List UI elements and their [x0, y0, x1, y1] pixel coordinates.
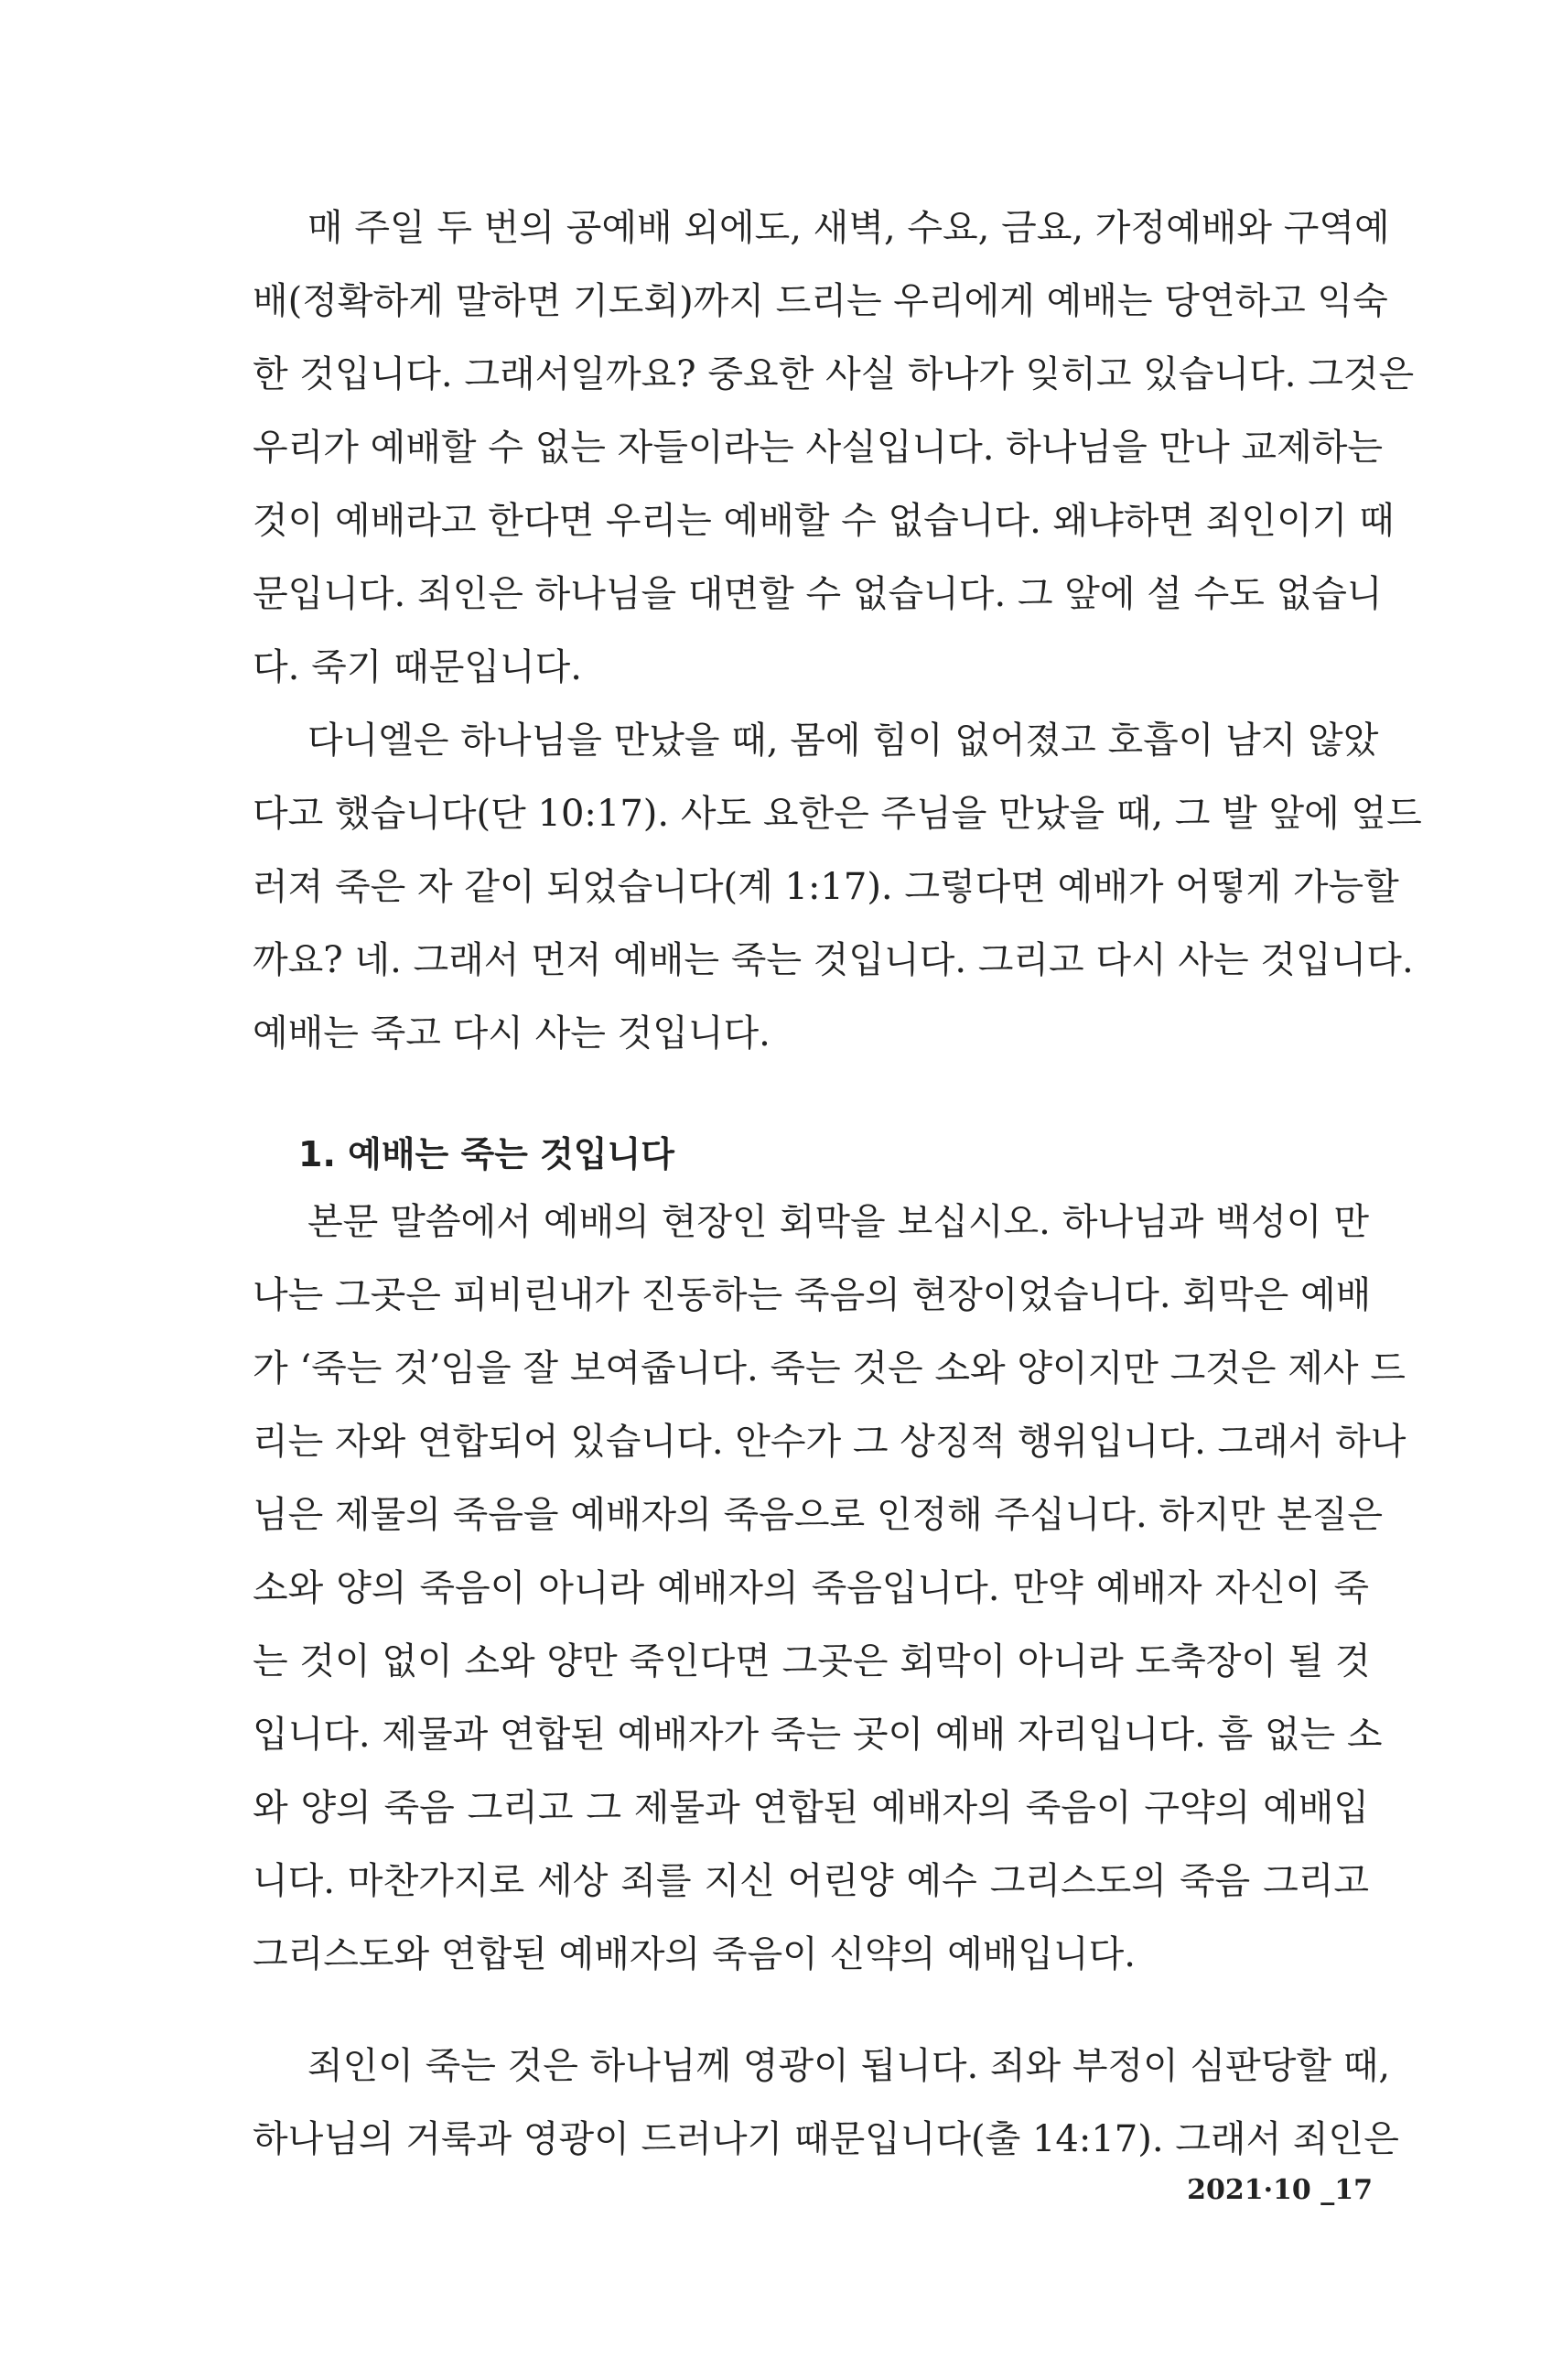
text-line: 한 것입니다. 그래서일까요? 중요한 사실 하나가 잊히고 있습니다. 그것은: [253, 353, 1415, 395]
text-line: 하나님의 거룩과 영광이 드러나기 때문입니다(출 14:17). 그래서 죄인은: [253, 2118, 1399, 2160]
text-line: 님은 제물의 죽음을 예배자의 죽음으로 인정해 주십니다. 하지만 본질은: [253, 1494, 1383, 1536]
text-line: 까요? 네. 그래서 먼저 예배는 죽는 것입니다. 그리고 다시 사는 것입니다.: [253, 939, 1414, 981]
text-line: 죄인이 죽는 것은 하나님께 영광이 됩니다. 죄와 부정이 심판당할 때,: [307, 2045, 1391, 2087]
text-line: 다니엘은 하나님을 만났을 때, 몸에 힘이 없어졌고 호흡이 남지 않았: [307, 719, 1379, 762]
text-line: 입니다. 제물과 연합된 예배자가 죽는 곳이 예배 자리입니다. 흠 없는 소: [253, 1714, 1383, 1756]
text-line: 니다. 마찬가지로 세상 죄를 지신 어린양 예수 그리스도의 죽음 그리고: [253, 1860, 1369, 1902]
text-line: 문입니다. 죄인은 하나님을 대면할 수 없습니다. 그 앞에 설 수도 없습니: [253, 573, 1383, 615]
text-line: 예배는 죽고 다시 사는 것입니다.: [253, 1012, 771, 1055]
text-line: 것이 예배라고 한다면 우리는 예배할 수 없습니다. 왜냐하면 죄인이기 때: [253, 500, 1395, 542]
text-line: 다고 했습니다(단 10:17). 사도 요한은 주님을 만났을 때, 그 발 앞에 엎드: [253, 793, 1422, 835]
section-heading: 1. 예배는 죽는 것입니다: [298, 1134, 674, 1174]
page-number: 2021·10 _17: [1187, 2174, 1373, 2206]
text-line: 우리가 예배할 수 없는 자들이라는 사실입니다. 하나님을 만나 교제하는: [253, 427, 1383, 469]
text-line: 와 양의 죽음 그리고 그 제물과 연합된 예배자의 죽음이 구약의 예배입: [253, 1787, 1369, 1829]
text-line: 나는 그곳은 피비린내가 진동하는 죽음의 현장이었습니다. 회막은 예배: [253, 1274, 1372, 1316]
text-line: 리는 자와 연합되어 있습니다. 안수가 그 상징적 행위입니다. 그래서 하나: [253, 1421, 1406, 1463]
text-line: 는 것이 없이 소와 양만 죽인다면 그곳은 회막이 아니라 도축장이 될 것: [253, 1640, 1371, 1682]
text-line: 다. 죽기 때문입니다.: [253, 646, 582, 688]
text-line: 그리스도와 연합된 예배자의 죽음이 신약의 예배입니다.: [253, 1933, 1137, 1975]
text-line: 가 ‘죽는 것’임을 잘 보여줍니다. 죽는 것은 소와 양이지만 그것은 제사 드: [253, 1347, 1406, 1390]
text-line: 배(정확하게 말하면 기도회)까지 드리는 우리에게 예배는 당연하고 익숙: [253, 280, 1388, 322]
text-line: 매 주일 두 번의 공예배 외에도, 새벽, 수요, 금요, 가정예배와 구역예: [307, 207, 1390, 249]
text-line: 본문 말씀에서 예배의 현장인 회막을 보십시오. 하나님과 백성이 만: [307, 1201, 1369, 1243]
text-line: 러져 죽은 자 같이 되었습니다(계 1:17). 그렇다면 예배가 어떻게 가능할: [253, 866, 1399, 908]
text-line: 소와 양의 죽음이 아니라 예배자의 죽음입니다. 만약 예배자 자신이 죽: [253, 1567, 1369, 1609]
